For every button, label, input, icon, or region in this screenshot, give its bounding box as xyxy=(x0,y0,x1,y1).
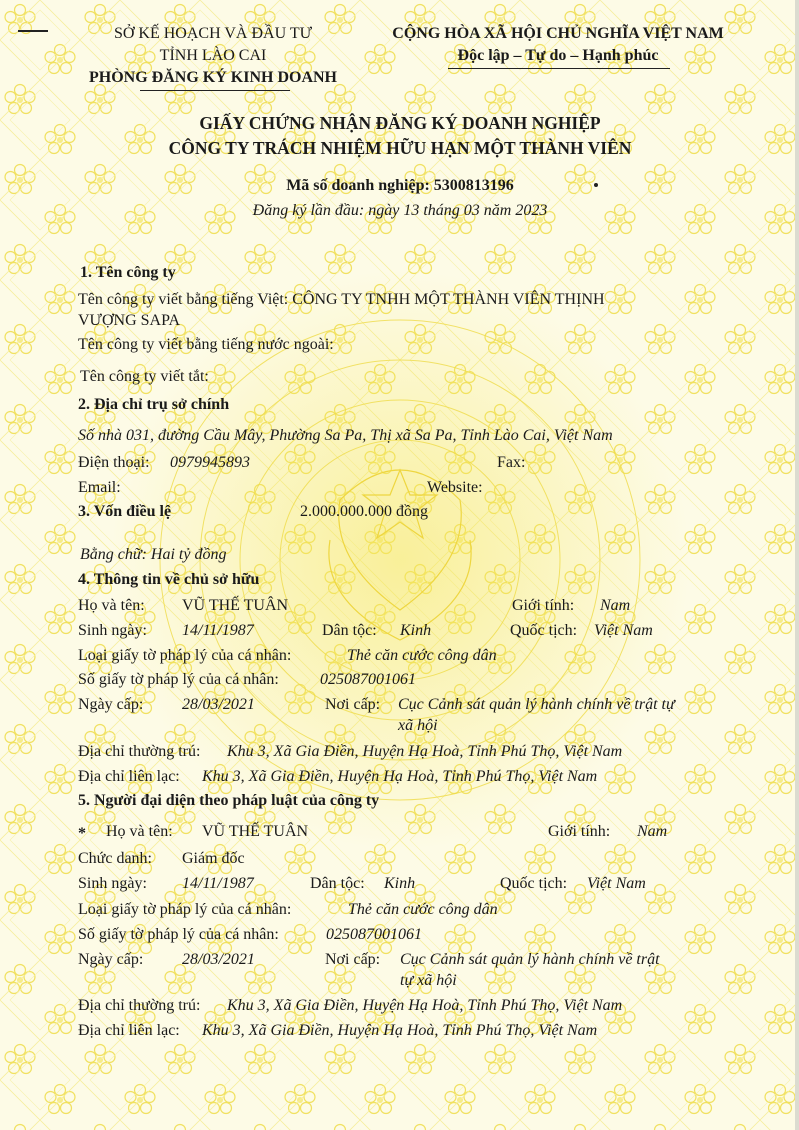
owner-name: VŨ THẾ TUÂN xyxy=(182,597,289,614)
doc-title-line1: GIẤY CHỨNG NHẬN ĐĂNG KÝ DOANH NGHIỆP xyxy=(199,113,601,133)
owner-perm-address: Khu 3, Xã Gia Điền, Huyện Hạ Hoà, Tỉnh Phú Thọ, Việt Nam xyxy=(227,743,623,760)
rep-dob: 14/11/1987 xyxy=(182,875,254,892)
owner-name-label: Họ và tên: xyxy=(78,597,145,614)
capital-in-words: Bằng chữ: Hai tỷ đồng xyxy=(80,546,227,563)
head-office-address: Số nhà 031, đường Cầu Mây, Phường Sa Pa, Thị xã Sa Pa, Tỉnh Lào Cai, Việt Nam xyxy=(78,427,613,444)
owner-ethnic-label: Dân tộc: xyxy=(322,622,377,639)
rep-ethnic: Kinh xyxy=(384,875,416,892)
owner-gender: Nam xyxy=(600,597,631,614)
owner-issue-label: Ngày cấp: xyxy=(78,696,144,713)
owner-doc-no: 025087001061 xyxy=(320,671,416,688)
section1-heading: 1. Tên công ty xyxy=(80,264,176,281)
owner-gender-label: Giới tính: xyxy=(512,597,575,614)
rep-name-label: Họ và tên: xyxy=(106,823,173,840)
company-name-short: Tên công ty viết tắt: xyxy=(80,368,209,385)
phone-value: 0979945893 xyxy=(170,454,250,471)
rep-doc-no: 025087001061 xyxy=(326,926,422,943)
owner-contact-label: Địa chỉ liên lạc: xyxy=(78,768,180,785)
capital-amount: 2.000.000.000 đồng xyxy=(300,503,428,520)
nation-title: CỘNG HÒA XÃ HỘI CHỦ NGHĨA VIỆT NAM xyxy=(392,25,724,42)
rep-name: VŨ THẾ TUÂN xyxy=(202,823,309,840)
rep-doc-type-label: Loại giấy tờ pháp lý của cá nhân: xyxy=(78,901,292,918)
rep-doc-no-label: Số giấy tờ pháp lý của cá nhân: xyxy=(78,926,279,943)
section5-heading: 5. Người đại diện theo pháp luật của công ty xyxy=(78,792,380,809)
owner-doc-type-label: Loại giấy tờ pháp lý của cá nhân: xyxy=(78,647,292,664)
company-name-vn: Tên công ty viết bằng tiếng Việt: CÔNG TY TNHH MỘT THÀNH VIÊN THỊNH xyxy=(78,291,605,308)
rep-gender-label: Giới tính: xyxy=(548,823,611,840)
company-name-vn-cont: VƯỢNG SAPA xyxy=(78,312,181,329)
rep-dob-label: Sinh ngày: xyxy=(78,875,147,892)
owner-issue-date: 28/03/2021 xyxy=(182,696,255,713)
agency-line2: TỈNH LÀO CAI xyxy=(159,47,267,64)
rep-nationality: Việt Nam xyxy=(587,875,646,892)
rep-ethnic-label: Dân tộc: xyxy=(310,875,365,892)
owner-place-label: Nơi cấp: xyxy=(325,696,381,713)
motto-underline xyxy=(448,68,670,69)
agency-line3: PHÒNG ĐĂNG KÝ KINH DOANH xyxy=(89,69,337,86)
motto: Độc lập – Tự do – Hạnh phúc xyxy=(457,47,659,64)
rep-gender: Nam xyxy=(637,823,668,840)
email-label: Email: xyxy=(78,479,121,496)
section4-heading: 4. Thông tin về chủ sở hữu xyxy=(78,571,260,588)
owner-doc-type: Thẻ căn cước công dân xyxy=(347,647,497,664)
doc-title-line2: CÔNG TY TRÁCH NHIỆM HỮU HẠN MỘT THÀNH VIÊN xyxy=(168,138,632,158)
section2-heading: 2. Địa chỉ trụ sở chính xyxy=(78,396,230,413)
tax-code: Mã số doanh nghiệp: 5300813196 xyxy=(286,177,514,194)
ink-dot xyxy=(594,183,598,187)
website-label: Website: xyxy=(427,479,483,496)
rep-perm-label: Địa chỉ thường trú: xyxy=(78,997,201,1014)
rep-title-label: Chức danh: xyxy=(78,850,152,867)
owner-place-line1: Cục Cảnh sát quản lý hành chính về trật tự xyxy=(398,696,675,713)
section3-heading: 3. Vốn điều lệ xyxy=(78,503,172,520)
company-name-foreign: Tên công ty viết bằng tiếng nước ngoài: xyxy=(78,336,334,353)
agency-line1: SỞ KẾ HOẠCH VÀ ĐẦU TƯ xyxy=(113,25,313,42)
owner-ethnic: Kinh xyxy=(400,622,432,639)
rep-nationality-label: Quốc tịch: xyxy=(500,875,568,892)
rep-perm-address: Khu 3, Xã Gia Điền, Huyện Hạ Hoà, Tỉnh Phú Thọ, Việt Nam xyxy=(227,997,623,1014)
rep-doc-type: Thẻ căn cước công dân xyxy=(348,901,498,918)
scan-edge xyxy=(795,0,799,1130)
rep-issue-date: 28/03/2021 xyxy=(182,951,255,968)
rep-place-line1: Cục Cảnh sát quản lý hành chính về trật xyxy=(400,951,660,968)
owner-nationality-label: Quốc tịch: xyxy=(510,622,578,639)
owner-contact-address: Khu 3, Xã Gia Điền, Huyện Hạ Hoà, Tỉnh Phú Thọ, Việt Nam xyxy=(202,768,598,785)
owner-dob: 14/11/1987 xyxy=(182,622,254,639)
rep-title: Giám đốc xyxy=(182,850,245,867)
rep-place-line2: tự xã hội xyxy=(400,972,457,989)
fax-label: Fax: xyxy=(497,454,526,471)
scan-mark xyxy=(18,30,48,32)
owner-dob-label: Sinh ngày: xyxy=(78,622,147,639)
phone-label: Điện thoại: xyxy=(78,454,150,471)
rep-star: * xyxy=(78,825,86,842)
agency-underline xyxy=(140,90,290,91)
owner-nationality: Việt Nam xyxy=(594,622,653,639)
rep-contact-label: Địa chỉ liên lạc: xyxy=(78,1022,180,1039)
registration-date: Đăng ký lần đầu: ngày 13 tháng 03 năm 2023 xyxy=(252,202,548,219)
rep-issue-label: Ngày cấp: xyxy=(78,951,144,968)
owner-perm-label: Địa chỉ thường trú: xyxy=(78,743,201,760)
owner-doc-no-label: Số giấy tờ pháp lý của cá nhân: xyxy=(78,671,279,688)
rep-contact-address: Khu 3, Xã Gia Điền, Huyện Hạ Hoà, Tỉnh Phú Thọ, Việt Nam xyxy=(202,1022,598,1039)
owner-place-line2: xã hội xyxy=(398,717,438,734)
rep-place-label: Nơi cấp: xyxy=(325,951,381,968)
